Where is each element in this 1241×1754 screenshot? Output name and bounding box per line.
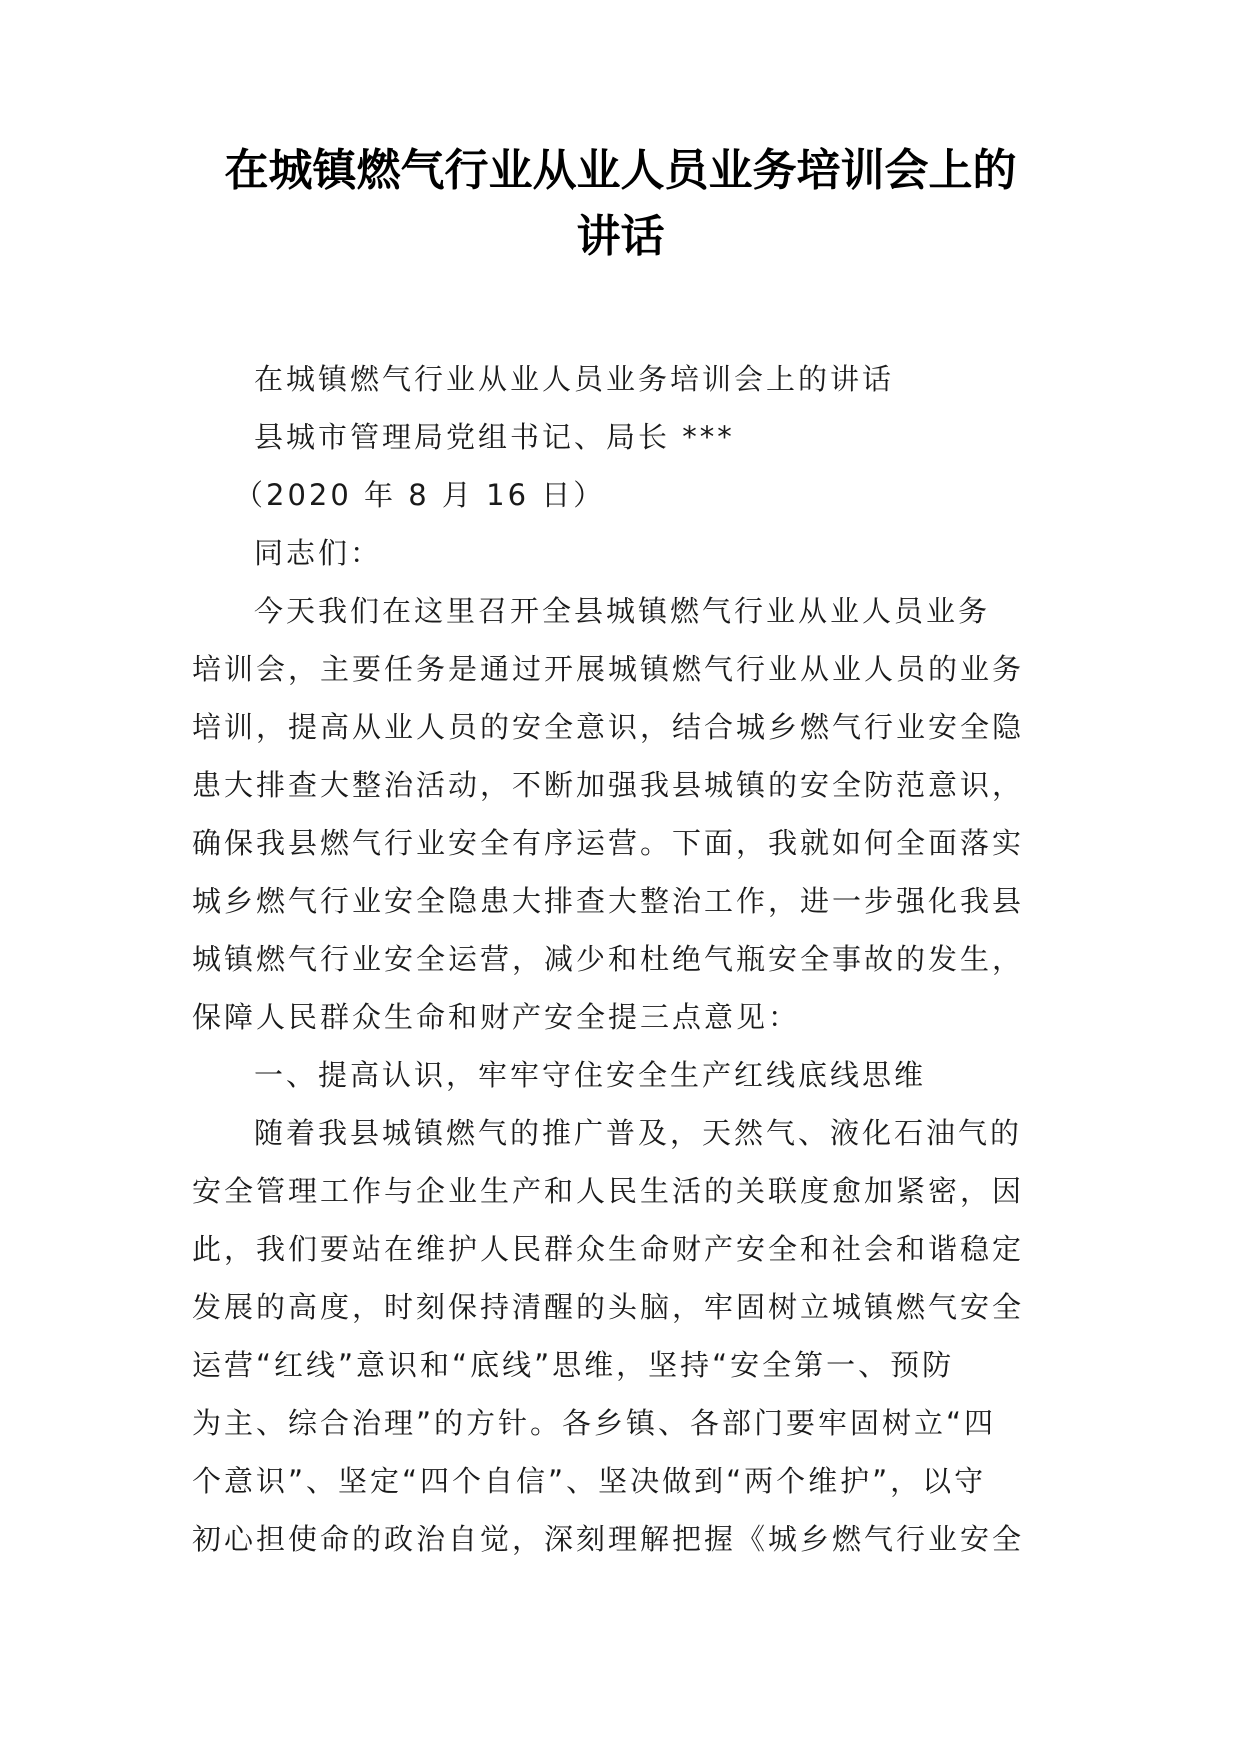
text-line: 此，我们要站在维护人民群众生命财产安全和社会和谐稳定 (192, 1232, 1025, 1266)
text-line: 个意识”、坚定“四个自信”、坚决做到“两个维护”，以守 (192, 1464, 987, 1498)
text-line: 培训，提高从业人员的安全意识，结合城乡燃气行业安全隐 (192, 710, 1025, 744)
text-line: 今天我们在这里召开全县城镇燃气行业从业人员业务 (254, 594, 991, 628)
title-line-1: 在城镇燃气行业从业人员业务培训会上的 (224, 145, 1017, 196)
text-line: 在城镇燃气行业从业人员业务培训会上的讲话 (254, 362, 895, 396)
document-body (192, 350, 1052, 1568)
text-line: 安全管理工作与企业生产和人民生活的关联度愈加紧密，因 (192, 1174, 1025, 1208)
text-line: 确保我县燃气行业安全有序运营。下面，我就如何全面落实 (192, 826, 1025, 860)
text-line: 城镇燃气行业安全运营，减少和杜绝气瓶安全事故的发生， (192, 942, 1025, 976)
text-line: 保障人民群众生命和财产安全提三点意见： (192, 1000, 801, 1034)
text-line: 随着我县城镇燃气的推广普及，天然气、液化石油气的 (254, 1116, 1023, 1150)
text-line: （2020 年 8 月 16 日） (234, 478, 606, 512)
text-line: 一、提高认识，牢牢守住安全生产红线底线思维 (254, 1058, 927, 1092)
text-line: 初心担使命的政治自觉，深刻理解把握《城乡燃气行业安全 (192, 1522, 1025, 1556)
text-line: 患大排查大整治活动，不断加强我县城镇的安全防范意识， (192, 768, 1025, 802)
text-line: 为主、综合治理”的方针。各乡镇、各部门要牢固树立“四 (192, 1406, 997, 1440)
document-title (150, 138, 1091, 270)
text-line: 同志们： (254, 536, 383, 570)
text-line: 发展的高度，时刻保持清醒的头脑，牢固树立城镇燃气安全 (192, 1290, 1025, 1324)
title-line-2: 讲话 (576, 211, 665, 262)
text-line: 城乡燃气行业安全隐患大排查大整治工作，进一步强化我县 (192, 884, 1025, 918)
text-line: 培训会，主要任务是通过开展城镇燃气行业从业人员的业务 (192, 652, 1025, 686)
text-line: 运营“红线”意识和“底线”思维，坚持“安全第一、预防 (192, 1348, 955, 1382)
text-line: 县城市管理局党组书记、局长 *** (254, 420, 735, 454)
